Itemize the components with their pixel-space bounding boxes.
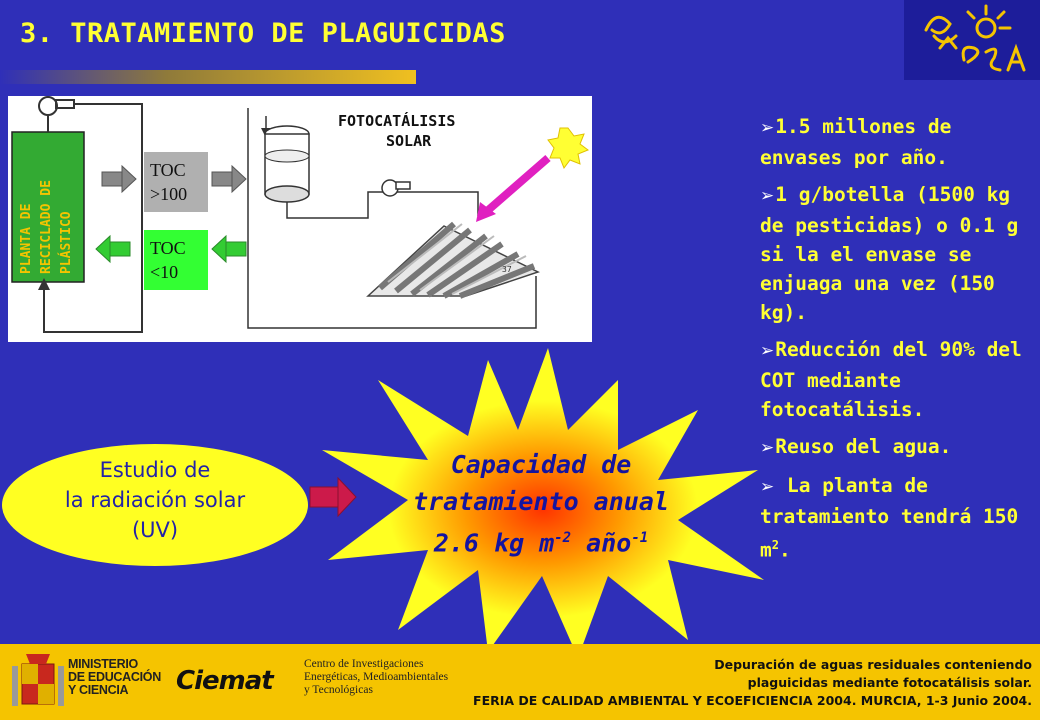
bullet-item: ➢ La planta de tratamiento tendrá 150 $m^2$. xyxy=(760,474,1019,562)
title-underline xyxy=(0,70,416,84)
process-diagram-graphic xyxy=(8,96,592,342)
coat-of-arms-icon xyxy=(8,648,68,716)
svg-text:37: 37 xyxy=(502,265,512,274)
bullet-item: ➢1.5 millones de envases por año. xyxy=(760,115,952,169)
bullet-item: ➢Reuso del agua. xyxy=(760,432,1035,463)
toc-high-label: TOC xyxy=(150,160,186,180)
ciemat-subtitle: Centro de Investigaciones Energéticas, Medioambientales y Tecnológicas xyxy=(304,658,449,696)
tank-icon xyxy=(265,126,309,202)
ray-arrow xyxy=(486,158,548,212)
page-title: 3. TRATAMIENTO DE PLAGUICIDAS xyxy=(20,18,506,49)
process-diagram xyxy=(8,96,592,342)
study-text: Estudio de la radiación solar (UV) xyxy=(64,458,246,542)
photocatalysis-label: FOTOCATÁLISIS xyxy=(338,112,456,130)
arrow-right-icon xyxy=(102,166,136,192)
capacity-text: Capacidad de tratamiento anual 2.6 kg $m^{-2}$ año$^{-1}$ xyxy=(413,450,669,558)
arrow-bullet-icon: ➢ xyxy=(760,341,775,361)
footer-bar xyxy=(0,644,1040,720)
toc-high-value: >100 xyxy=(150,184,188,204)
bullet-item: ➢Reducción del 90% del COT mediante fotocatálisis. xyxy=(760,338,1022,421)
psa-logo xyxy=(904,0,1040,80)
ciemat-logo: Ciemat xyxy=(176,666,273,696)
arrow-right-icon-2 xyxy=(212,166,246,192)
bullet-list xyxy=(760,112,1035,573)
photocatalysis-sublabel: SOLAR xyxy=(386,132,432,150)
arrow-bullet-icon: ➢ xyxy=(760,118,775,138)
arrow-bullet-icon: ➢ xyxy=(760,477,775,497)
svg-text:PLÁSTICO: PLÁSTICO xyxy=(59,211,74,274)
arrow-bullet-icon: ➢ xyxy=(760,438,775,458)
ministerio-label: MINISTERIO DE EDUCACIÓN Y CIENCIA xyxy=(68,657,161,697)
footer-caption: Depuración de aguas residuales conteniendo plaguicidas mediante fotocatálisis solar. FERIA DE CALIDAD AMBIENTAL Y ECOEFICIENCIA 2004. MURCIA, 1-3 Junio 2004. xyxy=(473,657,1032,708)
pump-icon xyxy=(39,97,57,115)
pump-icon-2 xyxy=(382,180,410,196)
sun-icon xyxy=(548,128,588,168)
arrow-left-icon xyxy=(96,236,130,262)
arrow-bullet-icon: ➢ xyxy=(760,186,775,206)
bullet-item: ➢1 g/botella (1500 kg de pesticidas) o 0.1 g si la el envase se enjuaga una vez (150 kg). xyxy=(760,183,1019,324)
solar-collector xyxy=(368,224,538,296)
psa-logo-graphic xyxy=(904,0,1040,80)
svg-text:RECICLADO DE: RECICLADO DE xyxy=(39,180,54,274)
svg-text:PLANTA DE: PLANTA DE xyxy=(19,203,34,274)
toc-low-value: <10 xyxy=(150,262,179,282)
arrow-left-icon-2 xyxy=(212,236,246,262)
toc-low-label: TOC xyxy=(150,238,186,258)
